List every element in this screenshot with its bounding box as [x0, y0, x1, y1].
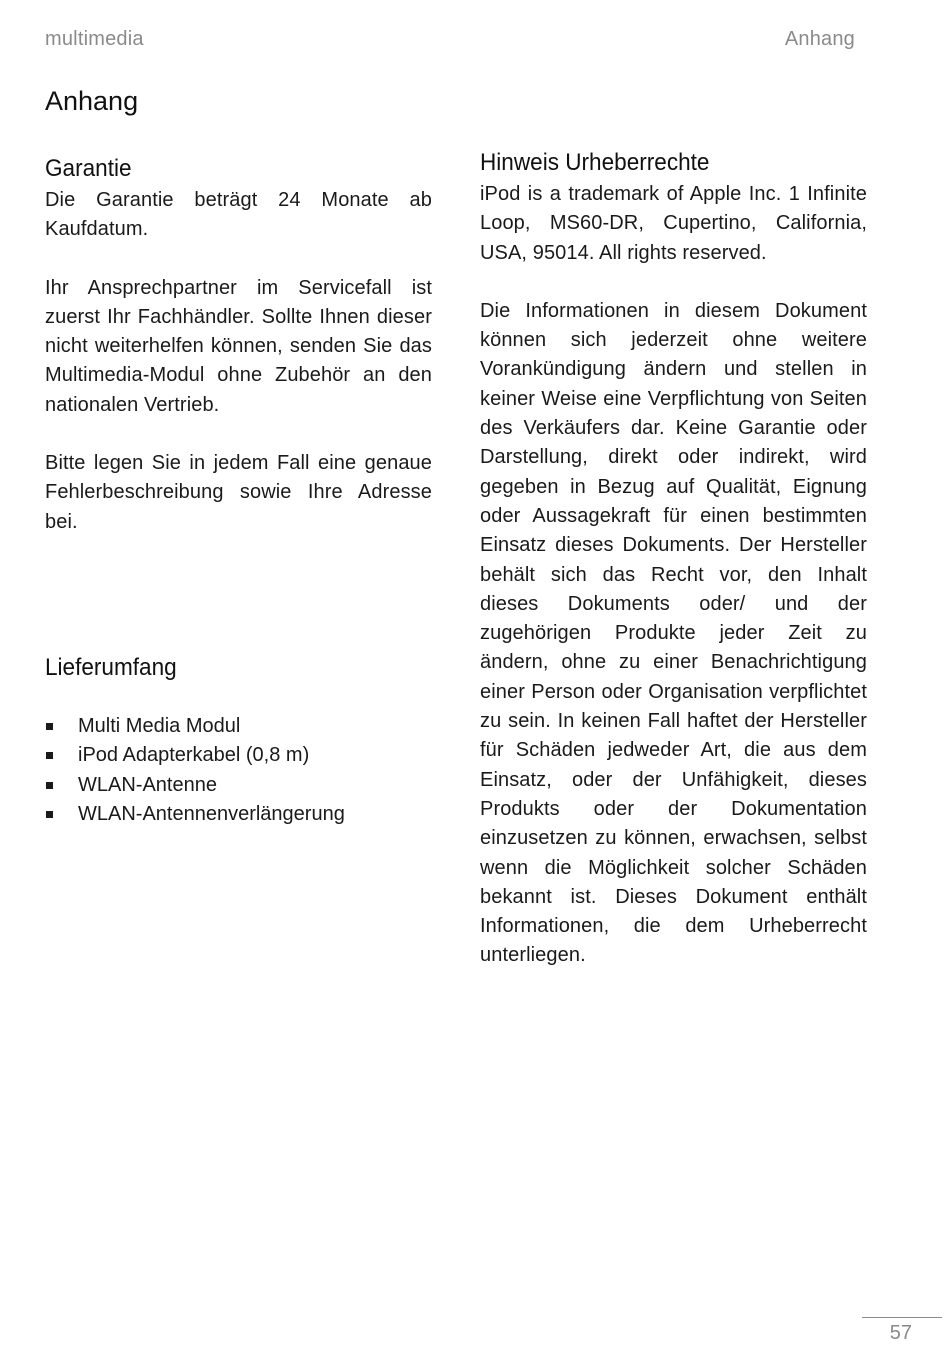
bullet-square-icon [46, 723, 53, 730]
list-item: WLAN-Antenne [45, 771, 432, 800]
urheberrechte-section [480, 146, 867, 971]
running-head-right: Anhang [784, 28, 855, 50]
bullet-square-icon [46, 752, 53, 759]
urheberrechte-paragraph-2: Die Informationen in diesem Dokument können sich jederzeit ohne weitere Vorankündigung ändern und stellen in keiner Weise eine Verpflichtung von Seiten des Verkäufers dar. Keine Garantie oder Darstellung, direkt oder indirekt, wird gegeben in Bezug auf Qualität, Eignung oder Aussagekraft für einen bestimmten Einsatz dieses Dokuments. Der Hersteller behält sich das Recht vor, den Inhalt dieses Dokuments oder/ und der zugehörigen Produkte jeder Zeit zu ändern, ohne zu einer Benachrichtigung einer Person oder Organisation verpflichtet zu sein. In keinen Fall haftet der Hersteller für Schäden jedweder Art, die aus dem Einsatz, oder der Unfähigkeit, dieses Produkts oder der Dokumentation einzusetzen zu können, erwachsen, selbst wenn die Möglichkeit solcher Schäden bekannt ist. Dieses Dokument enthält Informationen, die dem Urheberrecht unterliegen. [480, 299, 867, 967]
footer-rule [862, 1317, 942, 1318]
list-item: Multi Media Modul [45, 712, 432, 741]
urheberrechte-paragraph-1: iPod is a trademark of Apple Inc. 1 Infinite Loop, MS60-DR, Cupertino, California, USA, 95014. All rights reserved. [480, 183, 867, 264]
urheberrechte-heading: Hinweis Urheberrechte [480, 149, 710, 176]
garantie-paragraph-3: Bitte legen Sie in jedem Fall eine genaue Fehlerbeschreibung sowie Ihre Adresse bei. [45, 452, 432, 533]
bullet-square-icon [46, 811, 53, 818]
page-title: Anhang [45, 86, 139, 116]
bullet-square-icon [46, 782, 53, 789]
garantie-paragraph-1: Die Garantie beträgt 24 Monate ab Kaufdatum. [45, 189, 432, 241]
list-item: iPod Adapterkabel (0,8 m) [45, 741, 432, 770]
garantie-paragraph-2: Ihr Ansprechpartner im Servicefall ist zuerst Ihr Fachhändler. Sollte Ihnen dieser nicht weiterhelfen können, senden Sie das Multimedia-Modul ohne Zubehör an den nationalen Vertrieb. [45, 276, 432, 416]
garantie-section [45, 152, 432, 537]
lieferumfang-list [45, 712, 432, 829]
list-item: WLAN-Antennenverlängerung [45, 800, 432, 829]
page-number: 57 [889, 1322, 912, 1344]
lieferumfang-heading: Lieferumfang [45, 654, 177, 681]
running-head-left: multimedia [45, 28, 144, 50]
lieferumfang-section [45, 651, 432, 829]
garantie-heading: Garantie [45, 155, 132, 182]
